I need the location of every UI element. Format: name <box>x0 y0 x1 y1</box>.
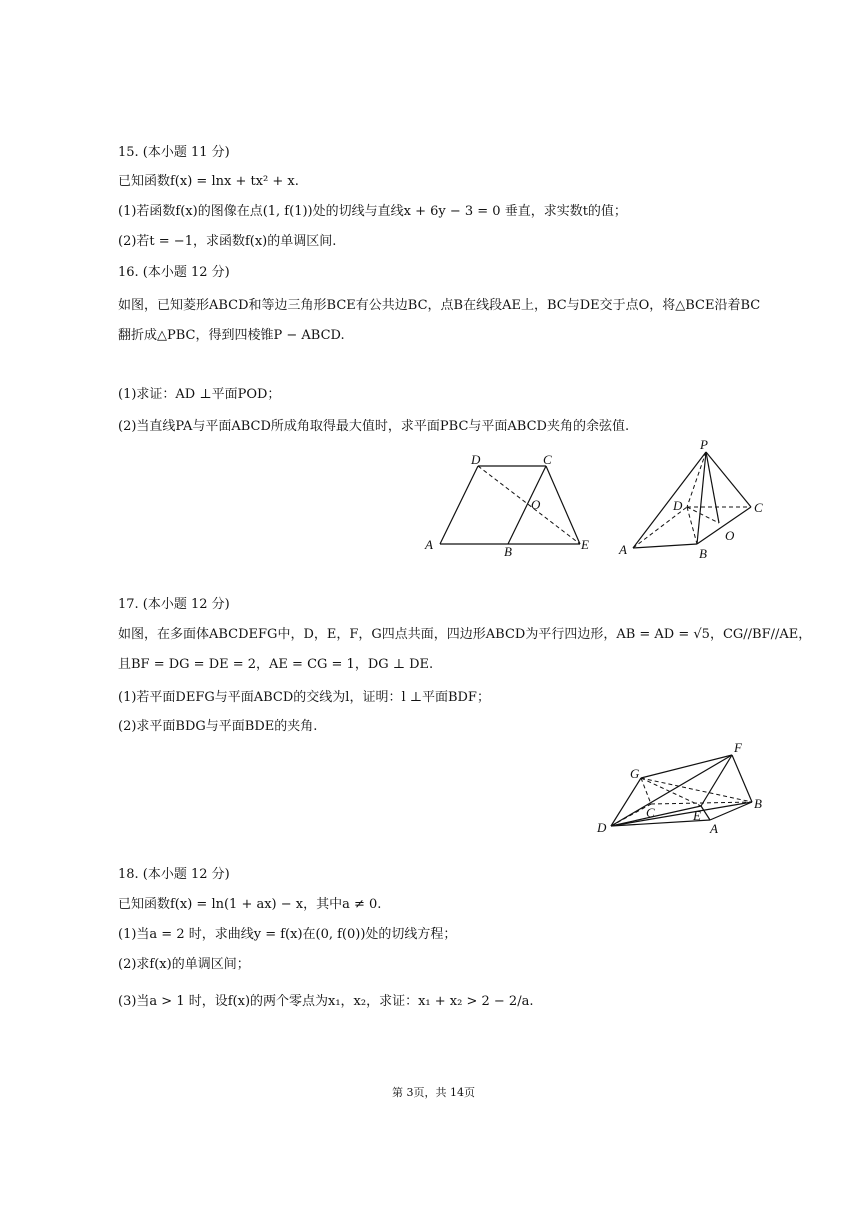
fig16b-label-B: B <box>699 546 707 561</box>
fig17-label-C: C <box>646 805 655 820</box>
q16-figure-pyramid <box>615 436 770 564</box>
q17-header: 17. (本小题 12 分) <box>118 597 230 612</box>
fig16a-label-O: O <box>531 497 541 512</box>
q16-stem-line2: 翻折成△PBC，得到四棱锥P − ABCD. <box>118 328 345 343</box>
q18-stem: 已知函数f(x) = ln(1 + ax) − x，其中a ≠ 0. <box>118 897 382 912</box>
q18-part3: (3)当a > 1 时，设f(x)的两个零点为x₁，x₂，求证：x₁ + x₂ > 2 − 2/a. <box>118 994 534 1009</box>
fig16a-label-A: A <box>425 537 433 552</box>
page-footer: 第 3页，共 14页 <box>392 1086 475 1099</box>
q16-figure-rhombus <box>420 452 605 564</box>
q15-header: 15. (本小题 11 分) <box>118 145 230 160</box>
fig16b-label-A: A <box>619 542 627 557</box>
q16-part1: (1)求证：AD ⊥平面POD； <box>118 387 281 402</box>
q16-stem-line1: 如图，已知菱形ABCD和等边三角形BCE有公共边BC，点B在线段AE上，BC与DE交于点O，将△BCE沿着BC <box>118 298 761 313</box>
q18-header: 18. (本小题 12 分) <box>118 867 230 882</box>
fig17-label-F: F <box>734 740 742 755</box>
q17-stem-line1: 如图，在多面体ABCDEFG中，D，E，F，G四点共面，四边形ABCD为平行四边形，AB = AD = √5，CG//BF//AE， <box>118 627 812 642</box>
q17-part2: (2)求平面BDG与平面BDE的夹角. <box>118 719 318 734</box>
fig16a-label-C: C <box>543 452 552 467</box>
q15-part2: (2)若t = −1，求函数f(x)的单调区间. <box>118 234 337 249</box>
q16-part2: (2)当直线PA与平面ABCD所成角取得最大值时，求平面PBC与平面ABCD夹角的余弦值. <box>118 419 630 434</box>
fig16b-label-D: D <box>673 498 683 513</box>
fig17-label-D: D <box>597 820 607 835</box>
fig16a-label-B: B <box>504 544 512 559</box>
fig17-label-A: A <box>710 821 718 836</box>
fig16b-label-O: O <box>725 528 735 543</box>
q18-part2: (2)求f(x)的单调区间； <box>118 957 250 972</box>
q16-header: 16. (本小题 12 分) <box>118 265 230 280</box>
fig17-label-E: E <box>693 808 701 823</box>
q15-stem: 已知函数f(x) = lnx + tx² + x. <box>118 174 299 189</box>
q17-figure-polyhedron <box>595 738 775 840</box>
fig16a-label-E: E <box>581 537 589 552</box>
q17-stem-line2: 且BF = DG = DE = 2，AE = CG = 1，DG ⊥ DE. <box>118 657 434 672</box>
fig16b-label-P: P <box>700 437 708 452</box>
q18-part1: (1)当a = 2 时，求曲线y = f(x)在(0, f(0))处的切线方程； <box>118 927 457 942</box>
fig17-label-G: G <box>630 766 640 781</box>
fig17-label-B: B <box>754 796 762 811</box>
q17-part1: (1)若平面DEFG与平面ABCD的交线为l，证明：l ⊥平面BDF； <box>118 690 490 705</box>
fig16b-label-C: C <box>754 500 763 515</box>
fig16a-label-D: D <box>471 452 481 467</box>
q15-part1: (1)若函数f(x)的图像在点(1, f(1))处的切线与直线x + 6y − 3 = 0 垂直，求实数t的值； <box>118 204 627 219</box>
